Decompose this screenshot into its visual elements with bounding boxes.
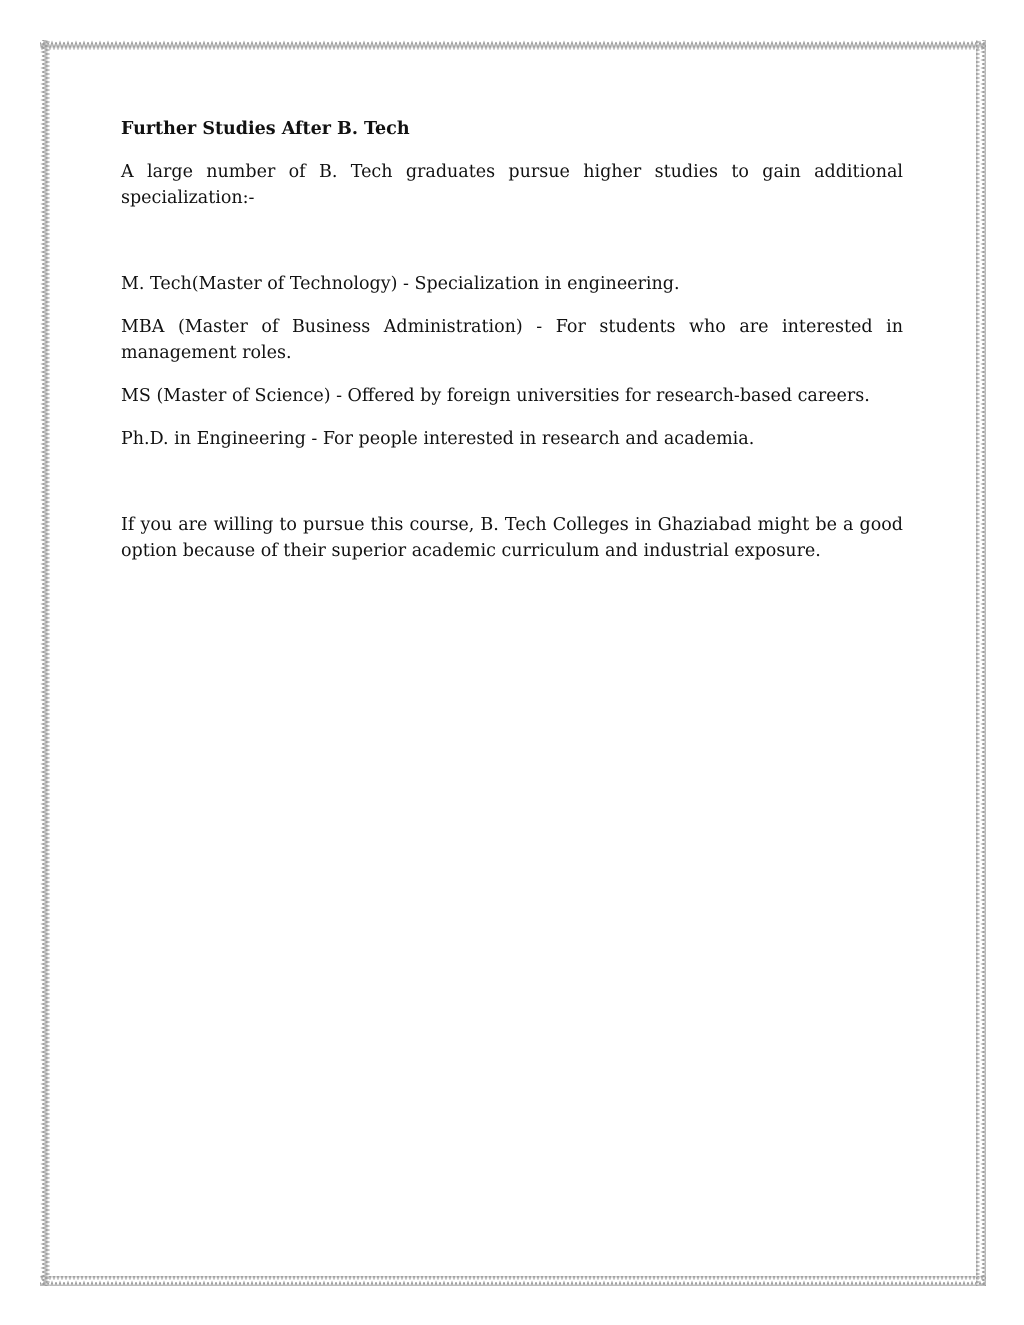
option-phd: Ph.D. in Engineering - For people interested in research and academia. bbox=[121, 429, 755, 449]
intro-paragraph: A large number of B. Tech graduates pursue higher studies to gain additional specialization:- bbox=[121, 162, 903, 208]
option-ms: MS (Master of Science) - Offered by foreign universities for research-based careers. bbox=[121, 386, 870, 406]
option-mtech: M. Tech(Master of Technology) - Specialization in engineering. bbox=[121, 274, 680, 294]
option-mba: MBA (Master of Business Administration) - For students who are interested in management roles. bbox=[121, 317, 903, 363]
section-heading: Further Studies After B. Tech bbox=[121, 119, 410, 139]
spacer bbox=[121, 228, 903, 271]
closing-paragraph: If you are willing to pursue this course, B. Tech Colleges in Ghaziabad might be a good option because of their superior academic curriculum and industrial exposure. bbox=[121, 515, 903, 561]
document-body bbox=[121, 116, 903, 581]
spacer bbox=[121, 469, 903, 512]
